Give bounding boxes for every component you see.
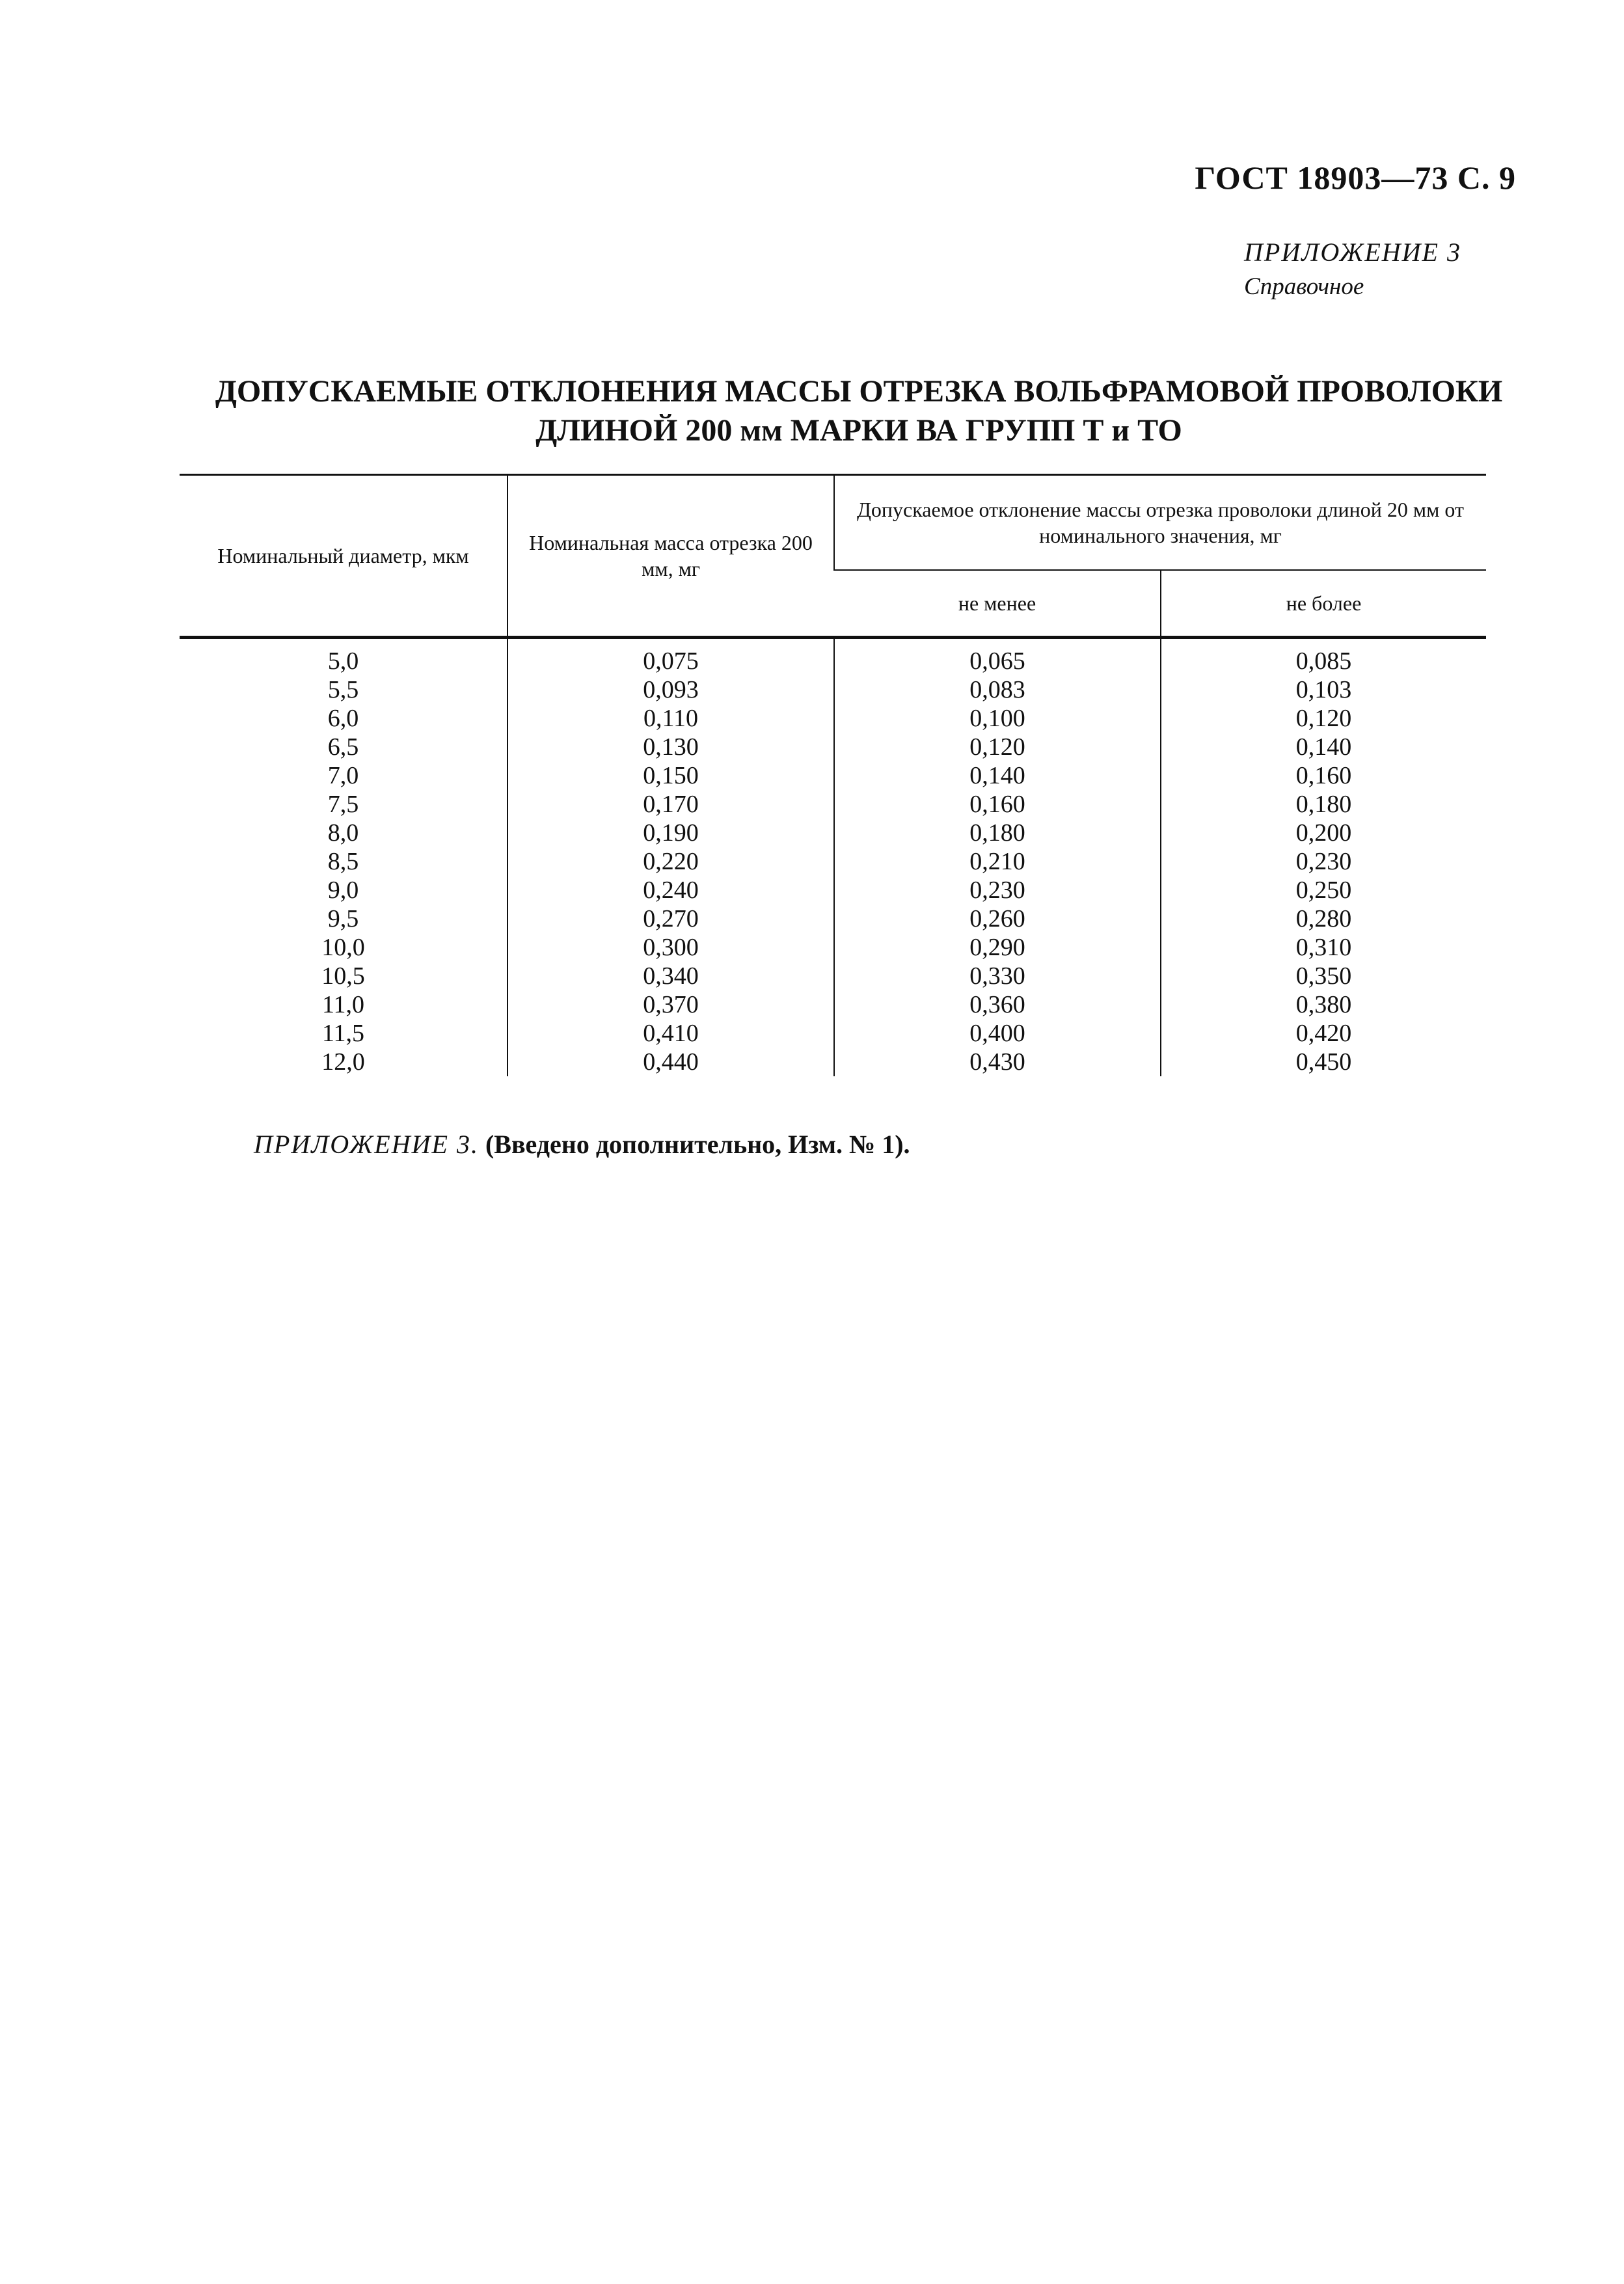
cell-mass: 0,340: [508, 962, 834, 990]
cell-max: 0,420: [1161, 1019, 1486, 1048]
cell-mass: 0,170: [508, 790, 834, 819]
cell-max: 0,085: [1161, 638, 1486, 676]
cell-mass: 0,110: [508, 704, 834, 733]
header-deviation: Допускаемое отклонение массы отрезка проволоки длиной 20 мм от номинального значения, мг: [834, 475, 1486, 571]
cell-diameter: 10,5: [321, 962, 365, 990]
table-row: [180, 790, 1486, 819]
cell-min: 0,160: [834, 790, 1161, 819]
header-diameter: Номинальный диаметр, мкм: [180, 475, 508, 638]
table-row: [180, 876, 1486, 904]
table-row: [180, 761, 1486, 790]
cell-min: 0,065: [834, 638, 1161, 676]
cell-max: 0,230: [1161, 847, 1486, 876]
appendix-type: Справочное: [1244, 273, 1364, 300]
cell-min: 0,180: [834, 819, 1161, 847]
cell-mass: 0,150: [508, 761, 834, 790]
header-max: не более: [1161, 570, 1486, 638]
document-title-line-1: ДОПУСКАЕМЫЕ ОТКЛОНЕНИЯ МАССЫ ОТРЕЗКА ВОЛЬФРАМОВОЙ ПРОВОЛОКИ: [215, 374, 1503, 409]
appendix-label: ПРИЛОЖЕНИЕ 3: [1244, 238, 1461, 267]
cell-min: 0,210: [834, 847, 1161, 876]
cell-diameter: 10,0: [321, 934, 365, 961]
cell-diameter: 6,0: [327, 705, 359, 732]
cell-mass: 0,440: [508, 1048, 834, 1076]
footnote-label: ПРИЛОЖЕНИЕ 3.: [254, 1130, 479, 1159]
cell-max: 0,160: [1161, 761, 1486, 790]
cell-max: 0,280: [1161, 904, 1486, 933]
table-row: [180, 638, 1486, 676]
table-row: [180, 819, 1486, 847]
cell-min: 0,260: [834, 904, 1161, 933]
cell-min: 0,140: [834, 761, 1161, 790]
cell-max: 0,250: [1161, 876, 1486, 904]
cell-max: 0,103: [1161, 675, 1486, 704]
cell-diameter: 7,5: [327, 791, 359, 818]
cell-max: 0,310: [1161, 933, 1486, 962]
cell-max: 0,450: [1161, 1048, 1486, 1076]
table-row: [180, 990, 1486, 1019]
cell-max: 0,350: [1161, 962, 1486, 990]
cell-min: 0,290: [834, 933, 1161, 962]
table-body: [180, 638, 1486, 1077]
cell-max: 0,120: [1161, 704, 1486, 733]
cell-min: 0,330: [834, 962, 1161, 990]
cell-mass: 0,075: [508, 638, 834, 676]
cell-diameter: 5,5: [327, 676, 359, 703]
cell-mass: 0,130: [508, 733, 834, 761]
cell-mass: 0,093: [508, 675, 834, 704]
cell-diameter: 8,5: [327, 848, 359, 875]
table-row: [180, 733, 1486, 761]
cell-mass: 0,190: [508, 819, 834, 847]
document-title-line-2: ДЛИНОЙ 200 мм МАРКИ ВА ГРУПП Т и ТО: [535, 413, 1182, 448]
page-header: ГОСТ 18903—73 С. 9: [1195, 159, 1516, 196]
cell-mass: 0,370: [508, 990, 834, 1019]
table-row: [180, 1048, 1486, 1076]
table-row: [180, 675, 1486, 704]
table-row: [180, 933, 1486, 962]
cell-mass: 0,300: [508, 933, 834, 962]
cell-diameter: 12,0: [321, 1048, 365, 1076]
footnote: [254, 1129, 910, 1160]
cell-diameter: 6,5: [327, 733, 359, 761]
cell-diameter: 8,0: [327, 819, 359, 847]
cell-diameter: 9,5: [327, 905, 359, 932]
cell-max: 0,200: [1161, 819, 1486, 847]
cell-min: 0,100: [834, 704, 1161, 733]
cell-min: 0,083: [834, 675, 1161, 704]
cell-max: 0,180: [1161, 790, 1486, 819]
cell-diameter: 5,0: [327, 647, 359, 675]
header-mass: Номинальная масса отрезка 200 мм, мг: [508, 475, 834, 638]
table-row: [180, 847, 1486, 876]
cell-mass: 0,220: [508, 847, 834, 876]
table-row: [180, 1019, 1486, 1048]
appendix-block: [1244, 237, 1461, 301]
cell-max: 0,140: [1161, 733, 1486, 761]
cell-diameter: 11,0: [321, 991, 365, 1018]
cell-min: 0,430: [834, 1048, 1161, 1076]
deviation-table: [180, 474, 1486, 1076]
cell-min: 0,400: [834, 1019, 1161, 1048]
header-min: не менее: [834, 570, 1161, 638]
cell-mass: 0,240: [508, 876, 834, 904]
table-row: [180, 704, 1486, 733]
cell-diameter: 7,0: [327, 762, 359, 789]
document-title: [176, 372, 1542, 450]
cell-min: 0,230: [834, 876, 1161, 904]
table-row: [180, 904, 1486, 933]
cell-diameter: 11,5: [321, 1020, 365, 1047]
footnote-text: (Введено дополнительно, Изм. № 1).: [485, 1130, 910, 1159]
cell-min: 0,120: [834, 733, 1161, 761]
cell-mass: 0,270: [508, 904, 834, 933]
cell-min: 0,360: [834, 990, 1161, 1019]
cell-diameter: 9,0: [327, 877, 359, 904]
deviation-table-container: [180, 474, 1486, 1076]
cell-max: 0,380: [1161, 990, 1486, 1019]
table-row: [180, 962, 1486, 990]
cell-mass: 0,410: [508, 1019, 834, 1048]
